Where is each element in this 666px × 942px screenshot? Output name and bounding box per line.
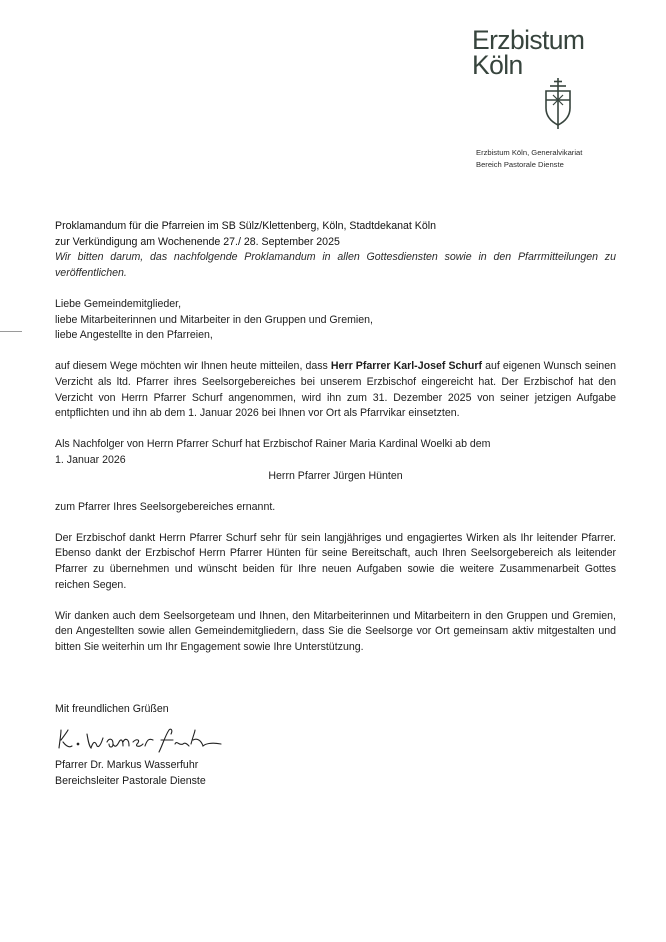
paragraph-4: Wir danken auch dem Seelsorgeteam und Ihnen, den Mitarbeiterinnen und Mitarbeitern in den Gruppen und Gremien, den Angestellten sowie allen Gemeindemitgliedern, dass Sie die Seelsorge vor Ort gemeinsam aktiv mitgestalten und bitten Sie weiterhin um Ihr Engagement sowie Ihre Unterstützung. (55, 609, 616, 654)
para1-text-a: auf diesem Wege möchten wir Ihnen heute mitteilen, dass (55, 360, 331, 373)
salutation-line-2: liebe Mitarbeiterinnen und Mitarbeiter in den Gruppen und Gremien, (55, 313, 373, 326)
letter-body (55, 219, 616, 656)
paragraph-2-end: zum Pfarrer Ihres Seelsorgebereiches ernannt. (55, 500, 276, 513)
logo-line-2: Köln (472, 50, 523, 80)
fold-mark (0, 331, 22, 332)
letter-title-line-2: zur Verkündigung am Wochenende 27./ 28. September 2025 (55, 235, 340, 248)
predecessor-name: Herr Pfarrer Karl-Josef Schurf (330, 360, 482, 373)
signer-block (55, 758, 206, 789)
paragraph-2-line-1: Als Nachfolger von Herrn Pfarrer Schurf hat Erzbischof Rainer Maria Kardinal Woelki ab dem (55, 438, 491, 451)
successor-name: Herrn Pfarrer Jürgen Hünten (268, 469, 403, 482)
letter-title-line-1: Proklamandum für die Pfarreien im SB Sülz/Klettenberg, Köln, Stadtdekanat Köln (55, 220, 436, 232)
paragraph-3: Der Erzbischof dankt Herrn Pfarrer Schurf sehr für sein langjähriges und engagiertes Wirken als Ihr leitender Pfarrer. Ebenso dankt der Erzbischof Herrn Pfarrer Hünten für seine Bereitschaft, auch Ihren Seelsorgebereich als leitender Pfarrer zu übernehmen und wünscht beiden für Ihre neuen Aufgaben sowie die weitere Zusammenarbeit Gottes reichen Segen. (55, 531, 616, 591)
salutation-line-3: liebe Angestellte in den Pfarreien, (55, 329, 213, 342)
paragraph-1 (55, 359, 616, 421)
sender-line-2: Bereich Pastorale Dienste (476, 160, 564, 169)
signer-role: Bereichsleiter Pastorale Dienste (55, 774, 206, 787)
signature (55, 726, 255, 756)
signer-name: Pfarrer Dr. Markus Wasserfuhr (55, 759, 199, 771)
logo-line-1: Erzbistum (472, 25, 585, 55)
sender-address (476, 147, 582, 171)
logo-wordmark (472, 25, 585, 80)
sender-line-1: Erzbistum Köln, Generalvikariat (476, 148, 583, 157)
closing: Mit freundlichen Grüßen (55, 703, 169, 715)
para1-text-b: auf eigenen Wunsch seinen Verzicht als ltd. Pfarrer ihres Seelsorgebereiches bei unserem Erzbischof eingereicht hat. Der Erzbischof hat den Verzicht von Herrn Pfarrer Schurf angenommen, wird ihn zum 31. Dezember 2025 von seiner jetzigen Aufgabe entpflichten und ihn ab dem 1. Januar 2026 bei Ihnen vor Ort als Pfarrvikar einsetzten. (55, 360, 616, 420)
paragraph-2-line-2: 1. Januar 2026 (55, 453, 126, 466)
salutation-line-1: Liebe Gemeindemitglieder, (55, 297, 182, 310)
cross-shield-icon (543, 78, 573, 130)
letter-intro: Wir bitten darum, das nachfolgende Proklamandum in allen Gottesdiensten sowie in den Pfarrmitteilungen zu veröffentlichen. (55, 251, 616, 279)
